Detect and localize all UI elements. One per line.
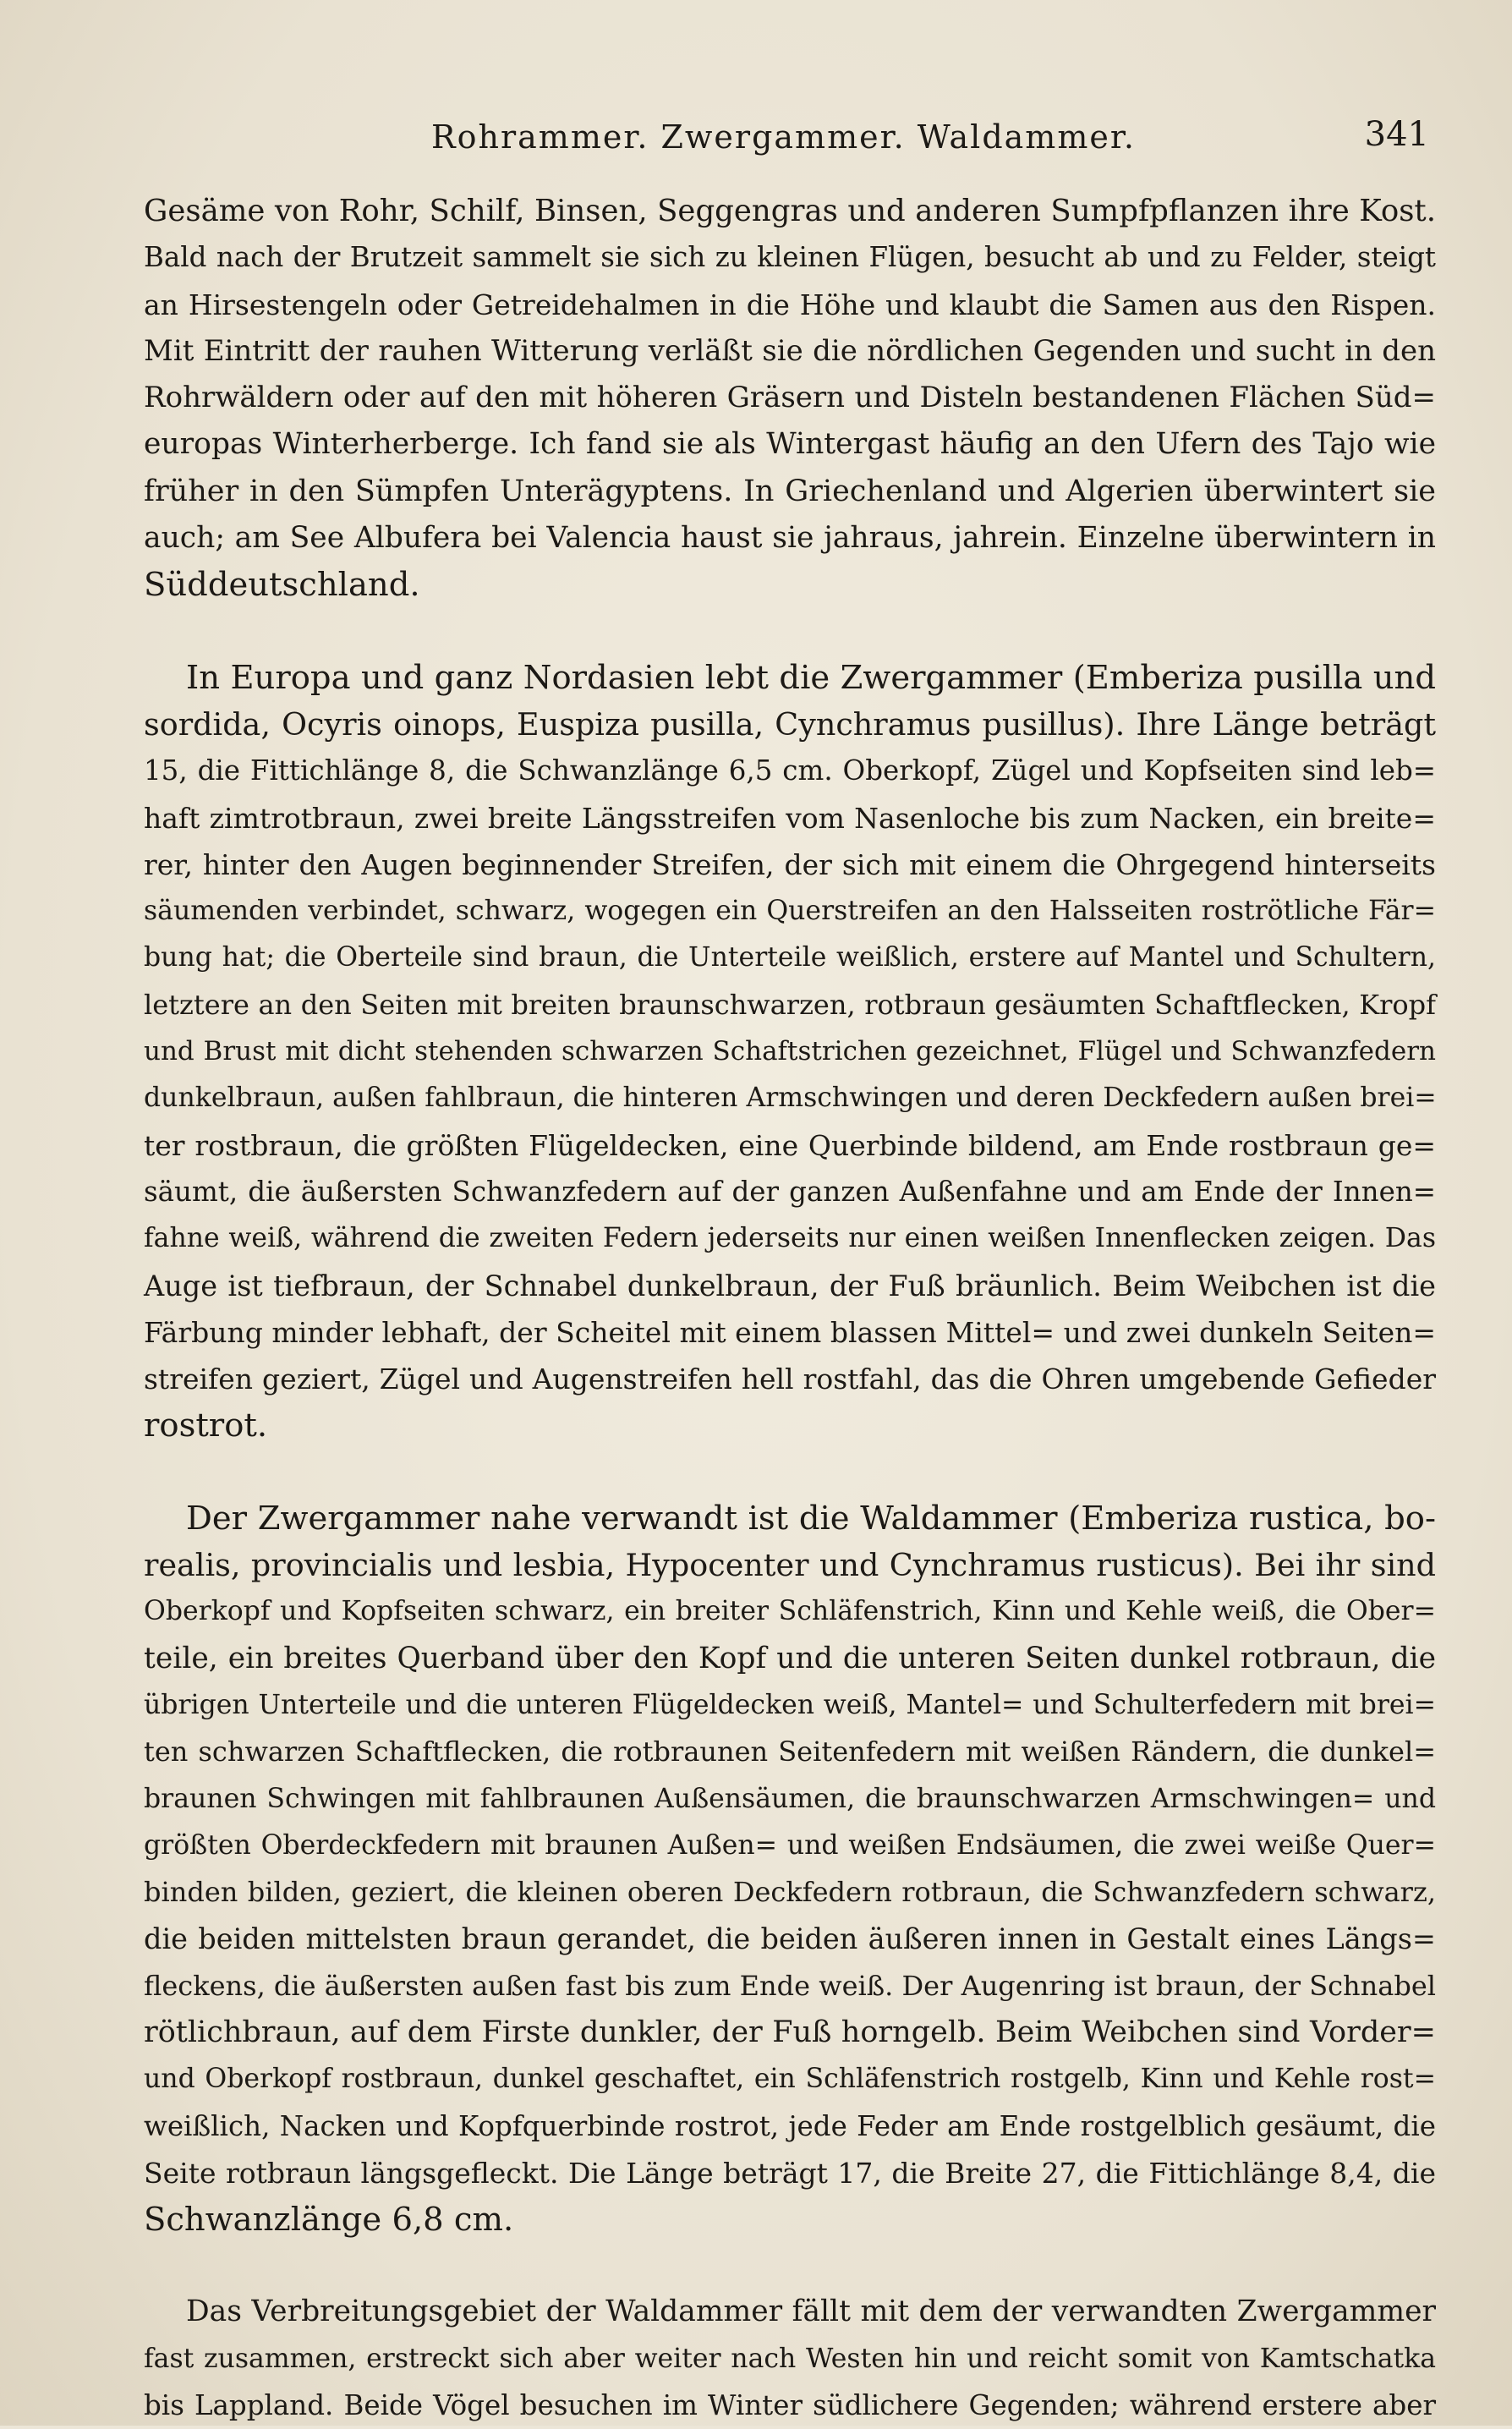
text-line: 15, die Fittichlänge 8, die Schwanzlänge 6,5 cm. Oberkopf, Zügel und Kopfseiten sind leb= (144, 754, 1436, 787)
body-text (144, 188, 1436, 2429)
paragraph-3 (144, 1495, 1436, 2244)
text-line: und Brust mit dicht stehenden schwarzen Schaftstrichen gezeichnet, Flügel und Schwanzfedern (144, 1036, 1436, 1067)
text-line: Seite rotbraun längsgefleckt. Die Länge beträgt 17, die Breite 27, die Fittichlänge 8,4, die (144, 2156, 1436, 2190)
text-line: In Europa und ganz Nordasien lebt die Zwergammer (Emberiza pusilla und (186, 658, 1436, 697)
text-line: dunkelbraun, außen fahlbraun, die hinteren Armschwingen und deren Deckfedern außen brei= (144, 1083, 1437, 1114)
text-line: bung hat; die Oberteile sind braun, die Unterteile weißlich, erstere auf Mantel und Schultern, (144, 942, 1436, 973)
text-line: braunen Schwingen mit fahlbraunen Außensäumen, die braunschwarzen Armschwingen= und (144, 1783, 1436, 1814)
text-line: die beiden mittelsten braun gerandet, die beiden äußeren innen in Gestalt eines Längs= (144, 1922, 1436, 1956)
text-line: rötlichbraun, auf dem Firste dunkler, der Fuß horngelb. Beim Weibchen sind Vorder= (144, 2015, 1436, 2049)
text-line: Der Zwergammer nahe verwandt ist die Waldammer (Emberiza rustica, bo- (186, 1499, 1436, 1538)
running-head: Rohrammer. Zwergammer. Waldammer. (431, 118, 1136, 156)
text-line: und Oberkopf rostbraun, dunkel geschaftet, ein Schläfenstrich rostgelb, Kinn und Kehle rost= (144, 2064, 1436, 2095)
text-line: europas Winterherberge. Ich fand sie als Wintergast häufig an den Ufern des Tajo wie (144, 427, 1436, 462)
text-line: säumt, die äußersten Schwanzfedern auf der ganzen Außenfahne und am Ende der Innen= (144, 1175, 1436, 1208)
text-line: binden bilden, geziert, die kleinen oberen Deckfedern rotbraun, die Schwanzfedern schwarz, (144, 1876, 1436, 1909)
paragraph-1 (144, 188, 1436, 609)
text-line: weißlich, Nacken und Kopfquerbinde rostrot, jede Feder am Ende rostgelblich gesäumt, die (144, 2109, 1436, 2142)
text-line: auch; am See Albufera bei Valencia haust sie jahraus, jahrein. Einzelne überwintern in (144, 521, 1436, 556)
text-line: größten Oberdeckfedern mit braunen Außen= und weißen Endsäumen, die zwei weiße Quer= (144, 1829, 1436, 1861)
paragraph-4 (144, 2289, 1436, 2429)
text-line: fleckens, die äußersten außen fast bis zum Ende weiß. Der Augenring ist braun, der Schnabel (144, 1969, 1436, 2002)
text-line: Süddeutschland. (144, 566, 420, 605)
text-line: Schwanzlänge 6,8 cm. (144, 2201, 514, 2240)
text-line: fahne weiß, während die zweiten Federn jederseits nur einen weißen Innenflecken zeigen. Das (144, 1223, 1436, 1254)
paragraph-2 (144, 655, 1436, 1450)
text-line: säumenden verbindet, schwarz, wogegen ein Querstreifen an den Halsseiten roströtliche Fär= (144, 896, 1436, 927)
text-line: ter rostbraun, die größten Flügeldecken, eine Querbinde bildend, am Ende rostbraun ge= (144, 1128, 1436, 1162)
text-line: ten schwarzen Schaftflecken, die rotbraunen Seitenfedern mit weißen Rändern, die dunkel= (144, 1735, 1436, 1768)
text-line: rer, hinter den Augen beginnender Streifen, der sich mit einem die Ohrgegend hinterseits (144, 847, 1436, 881)
text-line: Bald nach der Brutzeit sammelt sie sich zu kleinen Flügen, besucht ab und zu Felder, steigt (144, 241, 1436, 274)
text-line: sordida, Ocyris oinops, Euspiza pusilla, Cynchramus pusillus). Ihre Länge beträgt (144, 705, 1436, 743)
text-line: letztere an den Seiten mit breiten braunschwarzen, rotbraun gesäumten Schaftflecken, Kropf (144, 988, 1436, 1021)
text-line: rostrot. (144, 1406, 268, 1445)
text-line: Oberkopf und Kopfseiten schwarz, ein breiter Schläfenstrich, Kinn und Kehle weiß, die Ober= (144, 1596, 1436, 1627)
paragraph-gap (144, 609, 1436, 655)
text-line: Das Verbreitungsgebiet der Waldammer fällt mit dem der verwandten Zwergammer (186, 2295, 1436, 2329)
text-line: Rohrwäldern oder auf den mit höheren Gräsern und Disteln bestandenen Flächen Süd= (144, 381, 1436, 415)
text-line: realis, provincialis und lesbia, Hypocenter und Cynchramus rusticus). Bei ihr sind (144, 1547, 1436, 1584)
paragraph-gap (144, 2243, 1436, 2289)
paragraph-gap (144, 1450, 1436, 1495)
text-line: teile, ein breites Querband über den Kopf und die unteren Seiten dunkel rotbraun, die (144, 1641, 1436, 1675)
text-line: haft zimtrotbraun, zwei breite Längsstreifen vom Nasenloche bis zum Nacken, ein breite= (144, 801, 1436, 835)
text-line: Mit Eintritt der rauhen Witterung verläßt sie die nördlichen Gegenden und sucht in den (144, 333, 1436, 368)
text-line: übrigen Unterteile und die unteren Flügeldecken weiß, Mantel= und Schulterfedern mit brei= (144, 1689, 1436, 1720)
text-line: streifen geziert, Zügel und Augenstreifen hell rostfahl, das die Ohren umgebende Gefieder (144, 1363, 1436, 1396)
text-line: Färbung minder lebhaft, der Scheitel mit einem blassen Mittel= und zwei dunkeln Seiten= (144, 1315, 1436, 1349)
text-line: Gesäme von Rohr, Schilf, Binsen, Seggengras und anderen Sumpfpflanzen ihre Kost. (144, 194, 1436, 228)
text-line: an Hirsestengeln oder Getreidehalmen in die Höhe und klaubt die Samen aus den Rispen. (144, 288, 1436, 321)
text-line: fast zusammen, erstreckt sich aber weiter nach Westen hin und reicht somit von Kamtschatka (144, 2343, 1436, 2374)
text-line: Auge ist tiefbraun, der Schnabel dunkelbraun, der Fuß bräunlich. Beim Weibchen ist die (144, 1269, 1436, 1302)
text-line: bis Lappland. Beide Vögel besuchen im Winter südlichere Gegenden; während erstere aber (144, 2389, 1436, 2422)
page-header (144, 110, 1429, 161)
text-line: früher in den Sümpfen Unterägyptens. In Griechenland und Algerien überwintert sie (144, 474, 1436, 508)
page-number: 341 (1364, 115, 1429, 154)
